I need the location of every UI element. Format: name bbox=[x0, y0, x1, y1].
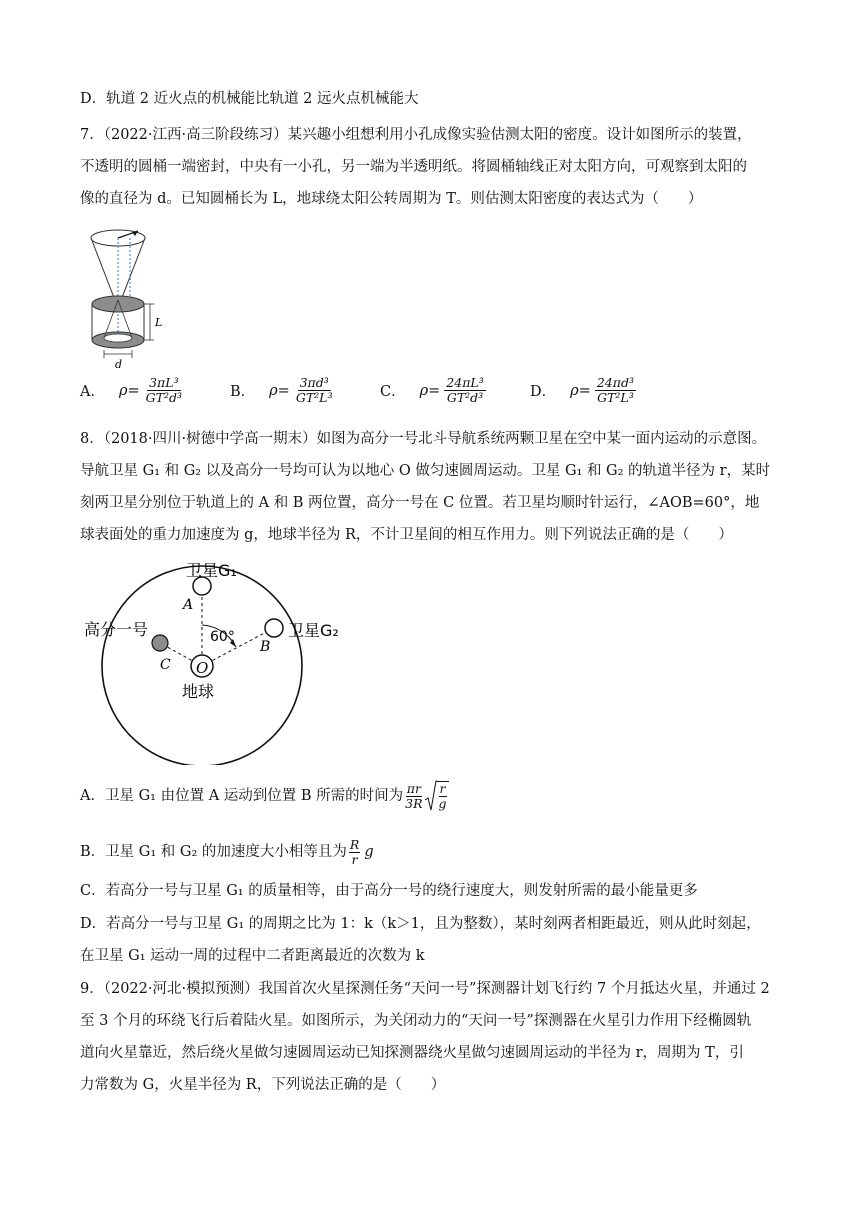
q8-option-d-line-1: D．若高分一号与卫星 G₁ 的周期之比为 1：k（k＞1，且为整数），某时刻两者相距最近，则从此时刻起， bbox=[80, 916, 761, 932]
q7-options bbox=[80, 376, 780, 416]
q8-option-b: B．卫星 G₁ 和 G₂ 的加速度大小相等且为 $\frac{R}{r}$ g bbox=[80, 836, 374, 867]
q9-stem-line-1: 9．（2022·河北·模拟预测）我国首次火星探测任务“天问一号”探测器计划飞行约 7 个月抵达火星，并通过 2 bbox=[80, 981, 770, 997]
q7-option-b: B． ρ= $\frac{\text{3πd³}}{\text{GT²L³}}$ bbox=[230, 375, 333, 405]
q7-option-a: A． ρ= $\frac{\text{3πL³}}{\text{GT²d³}}$ bbox=[80, 375, 183, 405]
q7-option-c: C． ρ= $\frac{\text{24πL³}}{\text{GT²d³}}$ bbox=[380, 375, 484, 405]
q7-stem-line-1: 7．（2022·江西·高三阶段练习）某兴趣小组想利用小孔成像实验估测太阳的密度。设计如图所示的装置， bbox=[80, 127, 752, 143]
satellite-orbit-diagram bbox=[80, 555, 430, 765]
pinhole-tube-diagram bbox=[82, 226, 172, 372]
gaofen-label: 高分一号 bbox=[84, 620, 149, 639]
q7-option-d: D． ρ= $\frac{\text{24πd³}}{\text{GT²L³}}$ bbox=[530, 375, 634, 405]
diameter-label: d bbox=[115, 358, 123, 371]
q7-stem-line-2: 不透明的圆桶一端密封，中央有一小孔，另一端为半透明纸。将圆桶轴线正对太阳方向，可观察到太阳的 bbox=[80, 159, 747, 175]
gaofen-marker bbox=[152, 635, 168, 651]
point-b-label: B bbox=[260, 639, 271, 655]
point-a-label: A bbox=[183, 597, 194, 613]
satellite-g1-label: 卫星G₁ bbox=[186, 561, 237, 580]
q8-option-a: A．卫星 G₁ 由位置 A 运动到位置 B 所需的时间为 $\frac{\pi r}{3R}$ $\frac{r}{g}$ bbox=[80, 776, 451, 816]
earth-label: 地球 bbox=[182, 682, 215, 701]
q8-stem-line-4: 球表面处的重力加速度为 g，地球半径为 R，不计卫星间的相互作用力。则下列说法正确的是（ ） bbox=[80, 527, 733, 543]
q8-stem-line-2: 导航卫星 G₁ 和 G₂ 以及高分一号均可认为以地心 O 做匀速圆周运动。卫星 G₁ 和 G₂ 的轨道半径为 r，某时 bbox=[80, 463, 771, 479]
satellite-g2-label: 卫星G₂ bbox=[288, 621, 339, 640]
satellite-g2-marker bbox=[265, 619, 283, 637]
q8-option-c: C．若高分一号与卫星 G₁ 的质量相等，由于高分一号的绕行速度大，则发射所需的最小能量更多 bbox=[80, 883, 698, 899]
point-c-label: C bbox=[160, 657, 171, 673]
q9-stem-line-2: 至 3 个月的环绕飞行后着陆火星。如图所示，为关闭动力的“天问一号”探测器在火星引力作用下经椭圆轨 bbox=[80, 1013, 752, 1029]
q6-option-d: D．轨道 2 近火点的机械能比轨道 2 远火点机械能大 bbox=[80, 91, 419, 107]
angle-label: 60° bbox=[210, 629, 235, 645]
q8-stem-line-3: 刻两卫星分别位于轨道上的 A 和 B 两位置，高分一号在 C 位置。若卫星均顺时针运行，∠AOB=60°，地 bbox=[80, 495, 760, 511]
q8-option-d-line-2: 在卫星 G₁ 运动一周的过程中二者距离最近的次数为 k bbox=[80, 948, 425, 964]
sqrt-symbol: $\frac{r}{g}$ bbox=[425, 780, 451, 812]
q8-stem-line-1: 8．（2018·四川·树德中学高一期末）如图为高分一号北斗导航系统两颗卫星在空中某一面内运动的示意图。 bbox=[80, 431, 767, 447]
center-o-label: O bbox=[196, 659, 209, 677]
length-label: L bbox=[155, 316, 163, 329]
q9-stem-line-4: 力常数为 G，火星半径为 R，下列说法正确的是（ ） bbox=[80, 1077, 446, 1093]
q7-stem-line-3: 像的直径为 d。已知圆桶长为 L，地球绕太阳公转周期为 T。则估测太阳密度的表达式为（ ） bbox=[80, 191, 703, 207]
q9-stem-line-3: 道向火星靠近，然后绕火星做匀速圆周运动已知探测器绕火星做匀速圆周运动的半径为 r，周期为 T，引 bbox=[80, 1045, 744, 1061]
